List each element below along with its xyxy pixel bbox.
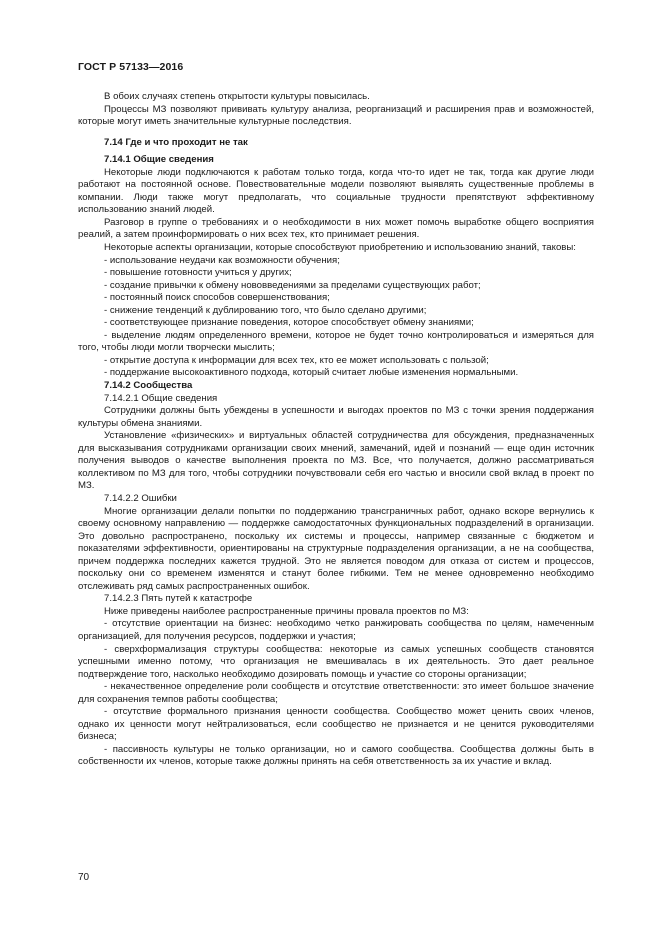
paragraph: Некоторые аспекты организации, которые способствуют приобретению и использованию знаний, таковы: [104,242,576,254]
paragraph: Установление «физических» и виртуальных областей сотрудничества для обсуждения, предназначенных для высказывания сотрудниками организации своих мнений, замечаний, идей и познаний — еще один источник получения выводов о качестве выполнения проекта по МЗ. Все, что получается, должно рассматриваться коллективом по МЗ для того, чтобы сотрудники почувствовали себя его частью и вносили свой вклад в проект по МЗ. [78,430,594,492]
subsection-heading-7-14-2-3: 7.14.2.3 Пять путей к катастрофе [104,593,253,605]
list-item: - поддержание высокоактивного подхода, который считает любые изменения нормальными. [104,367,519,379]
list-item: - создание привычки к обмену нововведениями за пределами существующих работ; [104,279,481,291]
list-item: - отсутствие ориентации на бизнес: необходимо четко ранжировать сообщества по целям, намеченным организацией, для получения ресурсов, поддержки и участия; [78,618,594,642]
document-header: ГОСТ Р 57133—2016 [78,61,184,73]
list-item: - сверхформализация структуры сообщества: некоторые из самых успешных сообществ становятся успешными именно потому, что организация не вмешивалась в их деятельность. Это дает реальное подтверждение того, насколько необходимо дозировать помощь и участие со стороны организации; [78,643,594,680]
list-item: - открытие доступа к информации для всех тех, кто ее может использовать с пользой; [104,354,489,366]
list-item: - снижение тенденций к дублированию того, что было сделано другими; [104,304,427,316]
paragraph: В обоих случаях степень открытости культуры повысилась. [104,91,370,102]
paragraph: Некоторые люди подключаются к работам только тогда, когда что-то идет не так, тогда как другие люди работают на постоянной основе. Повествовательные модели позволяют выявлять существенные проблемы в компании. Люди также могут предполагать, что социальные трудности препятствуют эффективному использованию знаний людей. [78,166,594,216]
subsection-heading-7-14-2-1: 7.14.2.1 Общие сведения [104,392,218,404]
list-item: - пассивность культуры не только организации, но и самого сообщества. Сообщества должны быть в собственности их членов, которые также должны принять на себя ответственность за их участие и вклад. [78,743,594,768]
paragraph: Разговор в группе о требованиях и о необходимости в них может помочь выработке общего восприятия реалий, а затем проинформировать о них всех тех, кто принимает решения. [78,216,594,241]
subsection-heading-7-14-1: 7.14.1 Общие сведения [104,154,214,166]
list-item: - отсутствие формального признания ценности сообщества. Сообщество может ценить своих членов, однако их ценности могут нейтрализоваться, если сообщество не признается и не ценится руководителями бизнеса; [78,706,594,743]
subsection-heading-7-14-2-2: 7.14.2.2 Ошибки [104,492,177,504]
section-heading-7-14: 7.14 Где и что проходит не так [104,136,248,148]
paragraph: Сотрудники должны быть убеждены в успешности и выгодах проектов по МЗ с точки зрения поддержания культуры обмена знаниями. [78,405,594,429]
list-item: - повышение готовности учиться у других; [104,267,292,279]
list-item: - использование неудачи как возможности обучения; [104,254,340,266]
list-item: - соответствующее признание поведения, которое способствует обмену знаниями; [104,317,474,329]
page-number: 70 [78,872,90,883]
document-body [78,91,594,769]
list-item: - некачественное определение роли сообществ и отсутствие ответственности: это имеет большое значение для сохранения темпов работы сообщества; [78,681,594,705]
subsection-heading-7-14-2: 7.14.2 Сообщества [104,380,193,392]
list-item: - постоянный поиск способов совершенствования; [104,292,330,304]
paragraph: Ниже приведены наиболее распространенные причины провала проектов по МЗ: [104,605,469,617]
paragraph: Процессы МЗ позволяют прививать культуру анализа, реорганизаций и расширения прав и возможностей, которые могут иметь значительные культурные последствия. [78,103,594,128]
list-item: - выделение людям определенного времени, которое не будет точно контролироваться и измеряться для того, чтобы люди могли творчески мыслить; [78,329,594,354]
paragraph: Многие организации делали попытки по поддержанию трансграничных работ, однако вскоре вернулись к своему основному направлению — поддержке самодостаточных функциональных подразделений в организации. Это довольно распространено, поскольку их системы и процессы, например связанные с бюджетом и показателями эффективности, ориентированы на структурные подразделения организации, а не на сообщества, причем поддержка последних кажется трудной. Это не является поводом для отказа от систем и процессов, поскольку они со временем изменятся и станут более гибкими. Тем не менее одновременно необходимо отслеживать ряд самых распространенных ошибок. [78,505,594,592]
